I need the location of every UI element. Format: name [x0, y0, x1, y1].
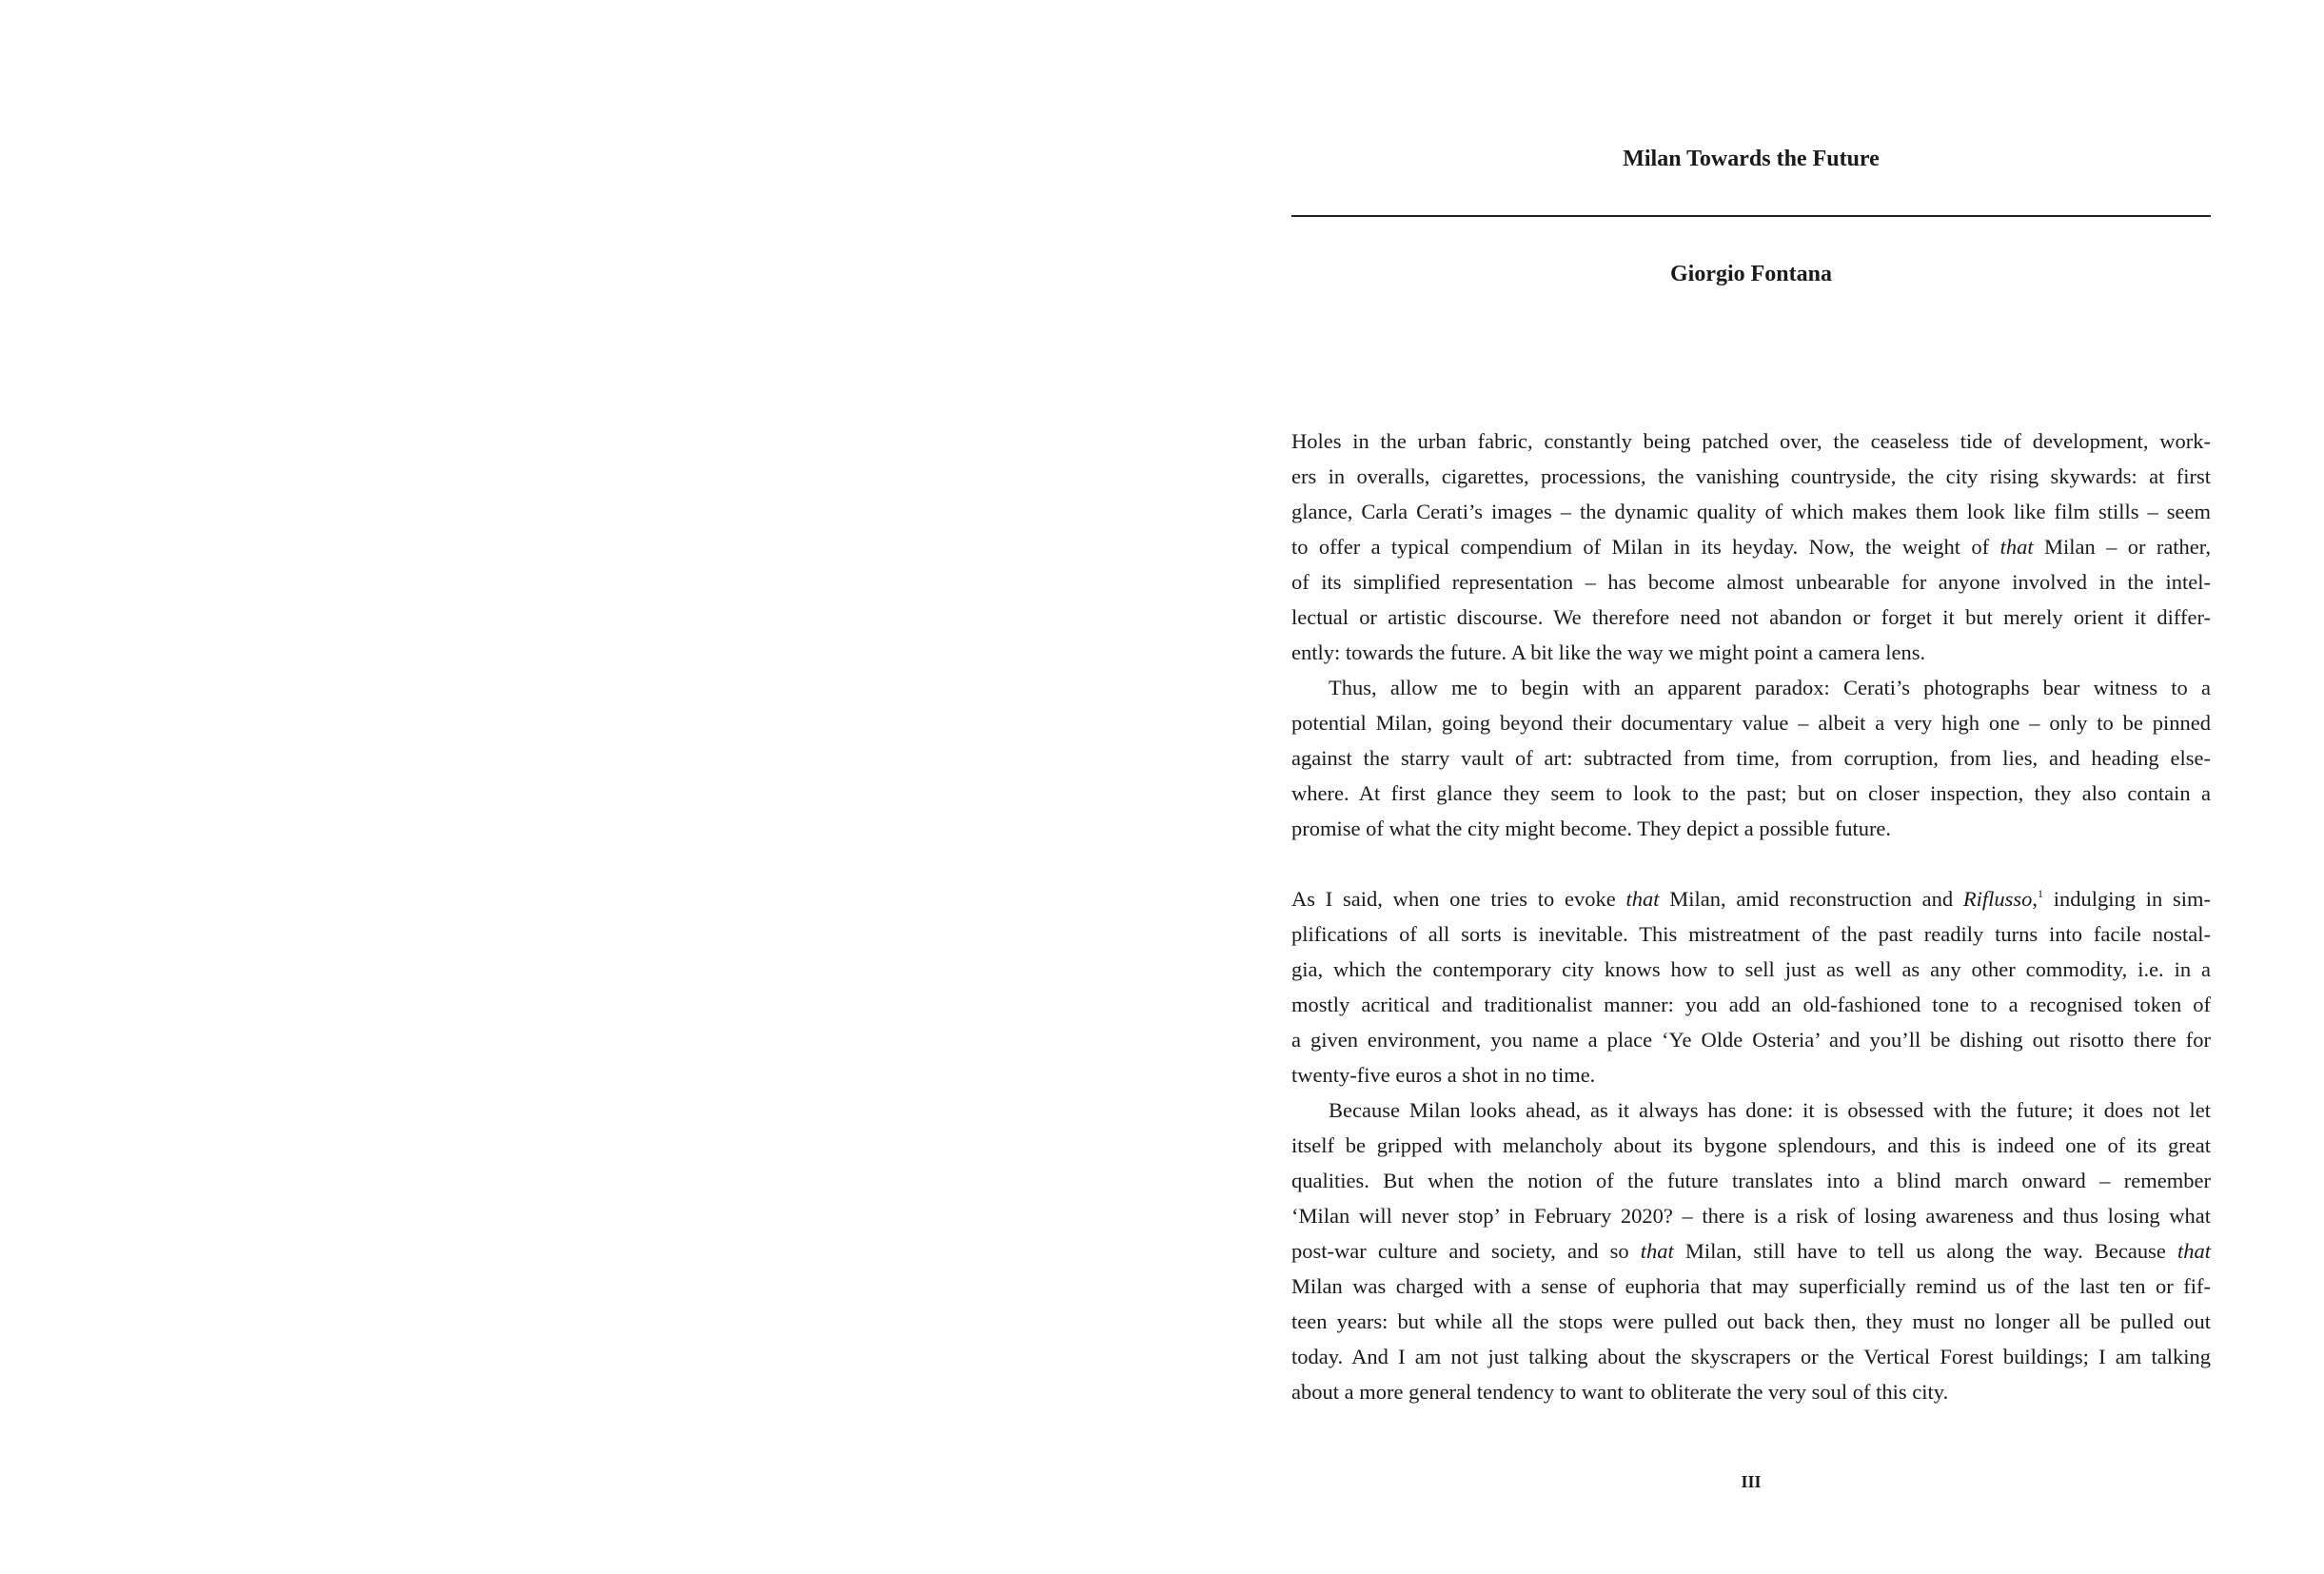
text-span: As I said, when one tries to evoke	[1291, 887, 1626, 911]
text-span: a given environment, you name a place ‘Ye Olde Osteria’ and you’ll be dishing out risotto there for	[1291, 1028, 2211, 1052]
text-line	[1291, 1198, 2211, 1233]
text-line	[1291, 1374, 2211, 1409]
text-span: where. At first glance they seem to look to the past; but on closer inspection, they also contain a	[1291, 781, 2211, 805]
italic-text: Riflusso	[1962, 887, 2033, 911]
text-span: Milan was charged with a sense of euphoria that may superficially remind us of the last ten or fif-	[1291, 1274, 2211, 1298]
italic-text: that	[1625, 887, 1660, 911]
text-span: teen years: but while all the stops were pulled out back then, they must no longer all be pulled out	[1291, 1309, 2211, 1333]
text-span: plifications of all sorts is inevitable. This mistreatment of the past readily turns into facile nostal-	[1291, 922, 2211, 946]
text-span: against the starry vault of art: subtracted from time, from corruption, from lies, and heading else-	[1291, 746, 2211, 770]
text-line	[1291, 635, 2211, 670]
author-name: Giorgio Fontana	[1669, 262, 1832, 286]
text-line	[1291, 1092, 2211, 1128]
text-line	[1291, 600, 2211, 635]
paragraph-break	[1291, 846, 2211, 881]
text-line	[1291, 459, 2211, 494]
text-line	[1291, 740, 2211, 776]
title-divider	[1291, 215, 2211, 217]
italic-text: that	[1999, 535, 2034, 559]
text-line	[1291, 494, 2211, 529]
text-span: Milan, amid reconstruction and	[1659, 887, 1963, 911]
text-span: twenty-five euros a shot in no time.	[1291, 1063, 1596, 1087]
text-span: today. And I am not just talking about the skyscrapers or the Vertical Forest buildings; I am talking	[1291, 1345, 2211, 1368]
italic-text: that	[1640, 1239, 1674, 1263]
text-span: Milan, still have to tell us along the way. Because	[1673, 1239, 2177, 1263]
text-span: Thus, allow me to begin with an apparent paradox: Cerati’s photographs bear witness to a	[1329, 676, 2211, 699]
page-number: III	[1741, 1472, 1762, 1491]
text-span: Holes in the urban fabric, constantly being patched over, the ceaseless tide of development, work-	[1291, 429, 2211, 453]
chapter-title: Milan Towards the Future	[1623, 147, 1880, 171]
italic-text: that	[2176, 1239, 2211, 1263]
text-span: to offer a typical compendium of Milan in its heyday. Now, the weight of	[1291, 535, 2000, 559]
text-span: indulging in sim-	[2042, 887, 2211, 911]
text-span: lectual or artistic discourse. We therefore need not abandon or forget it but merely orient it differ-	[1291, 605, 2211, 629]
paragraph	[1291, 670, 2211, 846]
text-line	[1291, 811, 2211, 846]
text-line	[1291, 564, 2211, 600]
text-line	[1291, 423, 2211, 459]
text-line	[1291, 529, 2211, 564]
text-span: of its simplified representation – has become almost unbearable for anyone involved in the intel-	[1291, 570, 2211, 594]
footnote-marker[interactable]: 1	[2037, 887, 2043, 900]
body-text	[1291, 423, 2211, 1409]
text-span: itself be gripped with melancholy about its bygone splendours, and this is indeed one of its great	[1291, 1133, 2211, 1157]
text-line	[1291, 670, 2211, 705]
text-line	[1291, 952, 2211, 987]
text-line	[1291, 1304, 2211, 1339]
text-span: post-war culture and society, and so	[1291, 1239, 1641, 1263]
text-line	[1291, 1233, 2211, 1269]
paragraph	[1291, 881, 2211, 1092]
text-line	[1291, 881, 2211, 916]
text-line	[1291, 916, 2211, 952]
text-span: Because Milan looks ahead, as it always has done: it is obsessed with the future; it does not let	[1329, 1098, 2211, 1122]
paragraph	[1291, 423, 2211, 670]
text-span: glance, Carla Cerati’s images – the dynamic quality of which makes them look like film stills – seem	[1291, 500, 2211, 523]
text-span: ,$^1$	[2032, 887, 2043, 911]
text-line	[1291, 1339, 2211, 1374]
text-span: ently: towards the future. A bit like the way we might point a camera lens.	[1291, 640, 1926, 664]
text-span: gia, which the contemporary city knows how to sell just as well as any other commodity, i.e. in a	[1291, 957, 2211, 981]
text-line	[1291, 1269, 2211, 1304]
text-line	[1291, 1163, 2211, 1198]
text-span: ‘Milan will never stop’ in February 2020? – there is a risk of losing awareness and thus losing what	[1291, 1204, 2211, 1228]
paragraph	[1291, 1092, 2211, 1409]
text-span: ers in overalls, cigarettes, processions, the vanishing countryside, the city rising skywards: at first	[1291, 464, 2211, 488]
text-line	[1291, 776, 2211, 811]
text-line	[1291, 1022, 2211, 1057]
text-line	[1291, 705, 2211, 740]
text-span: about a more general tendency to want to obliterate the very soul of this city.	[1291, 1380, 1949, 1404]
text-span: potential Milan, going beyond their documentary value – albeit a very high one – only to be pinned	[1291, 711, 2211, 735]
text-line	[1291, 987, 2211, 1022]
text-span: mostly acritical and traditionalist manner: you add an old-fashioned tone to a recognised token of	[1291, 993, 2211, 1016]
text-span: promise of what the city might become. They depict a possible future.	[1291, 817, 1892, 840]
text-span: Milan – or rather,	[2033, 535, 2212, 559]
text-line	[1291, 1057, 2211, 1092]
text-line	[1291, 1128, 2211, 1163]
text-span: qualities. But when the notion of the future translates into a blind march onward – remember	[1291, 1169, 2211, 1192]
